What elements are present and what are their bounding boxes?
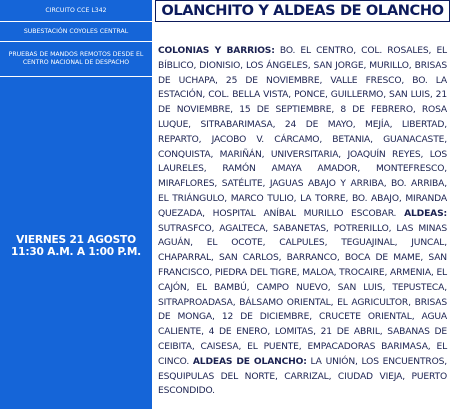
circuit-label: CIRCUITO CCE L342 xyxy=(45,6,107,14)
colonias-label: COLONIAS Y BARRIOS: xyxy=(158,46,275,56)
aldeas-olancho-label: ALDEAS DE OLANCHO: xyxy=(192,356,307,367)
colonias-list: BO. EL CENTRO, COL. ROSALES, EL BÍBLICO, DIONISIO, LOS ÁNGELES, SAN JORGE, MURILLO, BRISAS DE UCHAPA, 25 DE NOVIEMBRE, VALLE FRESCO, BO. LA ESTACIÓN, COL. BELLA VISTA, PONCE, GUILLERMO, SAN LUIS, 21 DE NOVIEMBRE, 15 DE SEPTIEMBRE, 8 DE FEBRERO, ROSA LUQUE, SITRABARIMASA, 24 DE MAYO, MEJÍA, LIBERTAD, REPARTO, JACOBO V. CÁRCAMO, BETANIA, GUANACASTE, CONQUISTA, MARIÑÁN, UNIVERSITARIA, JOAQUÍN REYES, LOS LAURELES, RAMÓN AMAYA AMADOR, MONTEFRESCO, MIRAFLORES, SATÉLITE, JAGUAS ABAJO Y ARRIBA, BO. ARRIBA, EL TRIÁNGULO, MARCO TULIO, LA TORRE, BO. ABAJO, MIRANDA QUEZADA, HOSPITAL ANÍBAL MURILLO ESCOBAR. xyxy=(158,46,447,219)
schedule-date: VIERNES 21 AGOSTO xyxy=(16,234,136,246)
aldeas-label: ALDEAS: xyxy=(404,208,447,219)
page-title: OLANCHITO Y ALDEAS DE OLANCHO xyxy=(155,0,450,22)
aldeas-list: SUTRASFCO, AGALTECA, SABANETAS, POTRERILLO, LAS MINAS AGUÁN, EL OCOTE, CALPULES, TEGUAJINAL, JUNCAL, CHAPARRAL, SAN CARLOS, BARRANCO, BOCA DE MAME, SAN FRANCISCO, PIEDRA DEL TIGRE, MALOA, TROCAIRE, ARMENIA, EL CAJÓN, EL BAMBÚ, CAMPO NUEVO, SAN LUIS, TEPUSTECA, SITRAPROADASA, BÁLSAMO ORIENTAL, EL AGRICULTOR, BRISAS DE MONGA, 12 DE DICIEMBRE, CRUCETE ORIENTAL, AGUA CALIENTE, 4 DE ENERO, LOMITAS, 21 DE ABRIL, SABANAS DE CEIBITA, CAISESA, EL PUENTE, EMPACADORAS BARIMASA, EL CINCO. xyxy=(158,223,447,367)
affected-areas-text xyxy=(158,44,447,399)
substation-label: SUBESTACIÓN COYOLES CENTRAL xyxy=(0,21,152,41)
aldeas-olancho-list: LA UNIÓN, LOS ENCUENTROS, ESQUIPULAS DEL NORTE, CARRIZAL, CIUDAD VIEJA, PUERTO ESCONDIDO. xyxy=(158,356,448,397)
tests-description: PRUEBAS DE MANDOS REMOTOS DESDE EL CENTRO NACIONAL DE DESPACHO xyxy=(0,41,152,77)
schedule-block xyxy=(0,234,152,258)
schedule-time: 11:30 A.M. A 1:00 P.M. xyxy=(10,246,142,258)
info-sidebar xyxy=(0,0,152,409)
